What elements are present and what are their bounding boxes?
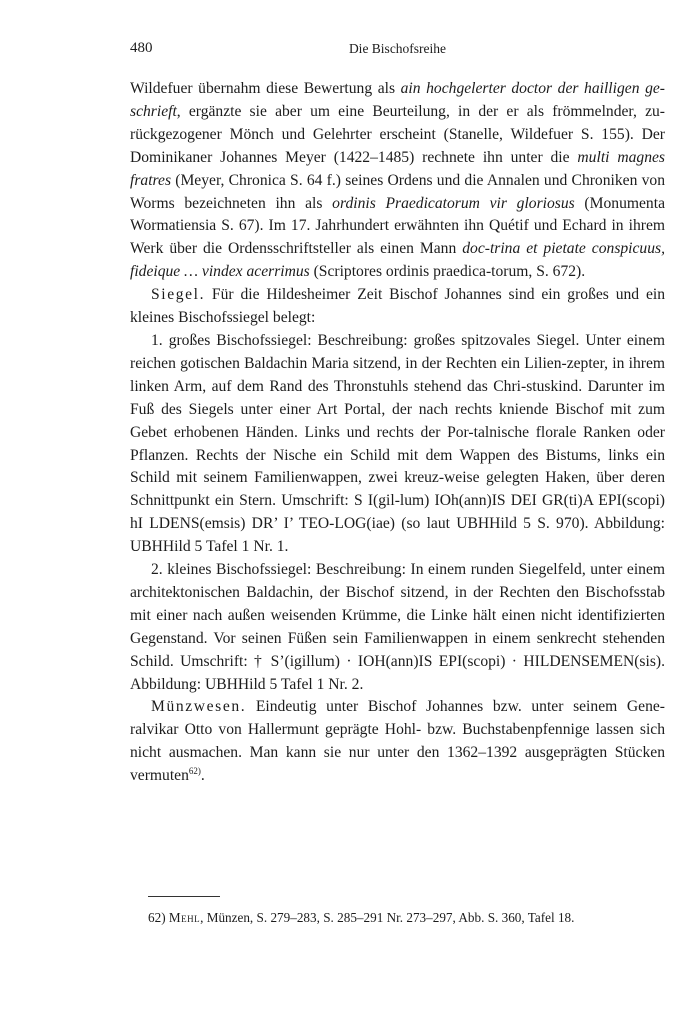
- quote-italic: ain hochgelerter doctor der hailligen ge-schrieft: [130, 80, 665, 120]
- section-heading-muenzwesen: Münzwesen.: [151, 698, 247, 716]
- text-run: Wildefuer übernahm diese Bewertung als: [130, 80, 401, 97]
- footnote-62: [148, 909, 668, 926]
- footnote-author: Mehl: [168, 910, 201, 925]
- paragraph-siegel: [130, 284, 665, 330]
- running-head: Die Bischofsreihe: [348, 41, 447, 56]
- paragraph-muenzwesen: [130, 696, 665, 788]
- body-text: [130, 78, 665, 788]
- text-run: Für die Hildesheimer Zeit Bischof Johannes sind ein großes und ein kleines Bischofssiegel belegt:: [130, 286, 665, 327]
- footnote-text: , Münzen, S. 279–283, S. 285–291 Nr. 273–297, Abb. S. 360, Tafel 18.: [200, 910, 575, 925]
- paragraph-kleines-siegel: 2. kleines Bischofssiegel: Beschreibung: In einem runden Siegelfeld, unter einem architektonischen Baldachin, der Bischof sitzend, in der Rechten den Bischofsstab mit einer nach außen weisenden Krümme, die Linke hält einen nicht identifizierten Gegenstand. Vor seinen Füßen sein Familienwappen in einem senkrecht stehenden Schild. Umschrift: † S’(igillum) · IOH(ann)IS EPI(scopi) · HILDENSEMEN(sis). Abbildung: UBHHild 5 Tafel 1 Nr. 2.: [130, 561, 665, 693]
- footnote-divider: [148, 896, 220, 897]
- footnote-marker: 62): [148, 910, 166, 925]
- footnote-reference[interactable]: 62): [188, 766, 201, 776]
- paragraph-1: [130, 78, 665, 284]
- quote-italic: doc-trina et pietate conspicuus, fideique … vindex acerrimus: [130, 240, 665, 281]
- text-run: (Monumenta Wormatiensia S. 67). Im 17. Jahrhundert erwähnten ihn Quétif und Echard in ihrem Werk über die Ordensschriftsteller als einen Mann: [130, 194, 665, 258]
- page-number: 480: [130, 40, 153, 56]
- text-run: .: [200, 767, 205, 785]
- text-run: (Scriptores ordinis praedica-torum, S. 672).: [309, 263, 586, 281]
- text-run: Eindeutig unter Bischof Johannes bzw. unter seinem Gene-ralvikar Otto von Hallermunt geprägte Hohl- bzw. Buchstabenpfennige lassen sich nicht ausmachen. Man kann sie nur unter den 1362–1392 ausgeprägten Stücken vermuten: [130, 698, 665, 785]
- quote-italic: multi magnes fratres: [130, 148, 665, 189]
- text-run: , ergänzte sie aber um eine Beurteilung, in der er als frömmelnder, zu-rückgezogener Mönch und Gelehrter erscheint (Stanelle, Wildefuer S. 155). Der Dominikaner Johannes Meyer (1422–1485) rechnete ihn unter die: [130, 102, 665, 166]
- section-heading-siegel: Siegel.: [151, 286, 206, 304]
- paragraph-grosses-siegel: 1. großes Bischofssiegel: Beschreibung: großes spitzovales Siegel. Unter einem reichen gotischen Baldachin Maria sitzend, in der Rechten ein Lilien-zepter, in ihrem linken Arm, auf dem Rand des Thronstuhls stehend das Chri-stuskind. Darunter im Fuß des Siegels unter einer Art Portal, der nach rechts kniende Bischof mit zum Gebet erhobenen Händen. Links und rechts der Por-talnische florale Ranken oder Pflanzen. Rechts der Nische ein Schild mit dem Wappen des Bistums, links ein Schild mit seinem Familienwappen, zwei kreuz-weise gelegten Haken, über deren Schnittpunkt ein Stern. Umschrift: S I(gil-lum) IOh(ann)IS DEI GR(ti)A EPI(scopi) hI LDENS(emsis) DR’ I’ TEO-LOG(iae) (so laut UBHHild 5 S. 970). Abbildung: UBHHild 5 Tafel 1 Nr. 1.: [130, 331, 665, 556]
- quote-italic: ordinis Praedicatorum vir gloriosus: [332, 194, 575, 212]
- text-run: (Meyer, Chronica S. 64 f.) seines Ordens und die Annalen und Chroniken von Worms bezeichneten ihn als: [130, 171, 665, 212]
- page-header: [130, 40, 665, 62]
